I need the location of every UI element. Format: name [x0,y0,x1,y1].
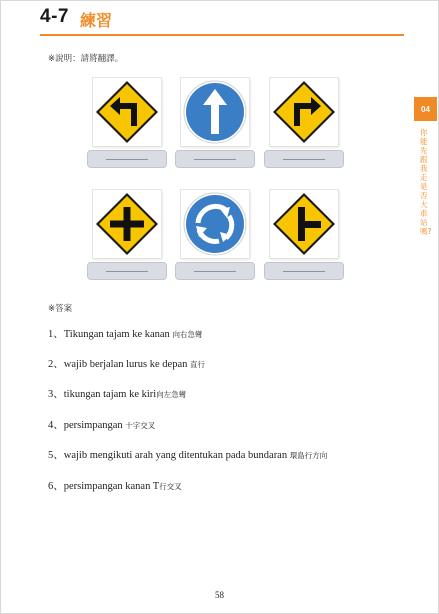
answer-item-5 [48,447,327,462]
header-rule [40,34,404,36]
roundabout-mandatory-sign-icon [181,190,249,258]
answer-item-4 [48,417,155,432]
section-title: 練習 [80,11,113,30]
answers-heading: ※答案 [48,304,73,314]
answer-blank-3[interactable] [264,150,344,168]
answer-item-3 [48,386,186,401]
answer-chinese: 行交叉 [159,482,182,491]
sign-item-4 [87,190,165,286]
answer-chinese: 向右急彎 [172,330,203,339]
answer-blank-1[interactable] [87,150,167,168]
sign-item-3 [264,78,342,174]
answer-text: 4、persimpangan [48,420,126,431]
sign-item-1 [87,78,165,174]
chapter-tab[interactable]: 04 [414,97,437,121]
sign-item-5 [175,190,253,286]
answer-text: 3、tikungan tajam ke kiri [48,389,157,400]
answer-text: 6、persimpangan kanan T [48,481,160,492]
sharp-right-turn-warning-sign-icon [270,78,338,146]
answer-chinese: 環島行方向 [289,451,328,460]
answer-item-2 [48,356,205,371]
section-number: 4-7 [40,6,69,27]
answer-text: 1、Tikungan tajam ke kanan [48,329,173,340]
instruction-note: ※說明：請將翻譯。 [48,54,124,64]
answer-chinese: 向左急彎 [156,390,187,399]
answer-chinese: 直行 [190,360,205,369]
chapter-tab-title: 你能先跟我走是否大車站嗎? [420,128,432,236]
answer-blank-4[interactable] [87,262,167,280]
page-number: 58 [215,590,224,600]
answer-item-6 [48,478,182,493]
answer-item-1 [48,326,202,341]
t-junction-right-warning-sign-icon [270,190,338,258]
sign-item-2 [175,78,253,174]
answer-blank-5[interactable] [175,262,255,280]
answer-text: 2、wajib berjalan lurus ke depan [48,359,190,370]
straight-ahead-mandatory-sign-icon [181,78,249,146]
sign-item-6 [264,190,342,286]
answer-text: 5、wajib mengikuti arah yang ditentukan pada bundaran [48,450,290,461]
sharp-left-turn-warning-sign-icon [93,78,161,146]
answer-chinese: 十字交叉 [125,421,156,430]
answer-blank-2[interactable] [175,150,255,168]
answer-blank-6[interactable] [264,262,344,280]
crossroads-warning-sign-icon [93,190,161,258]
